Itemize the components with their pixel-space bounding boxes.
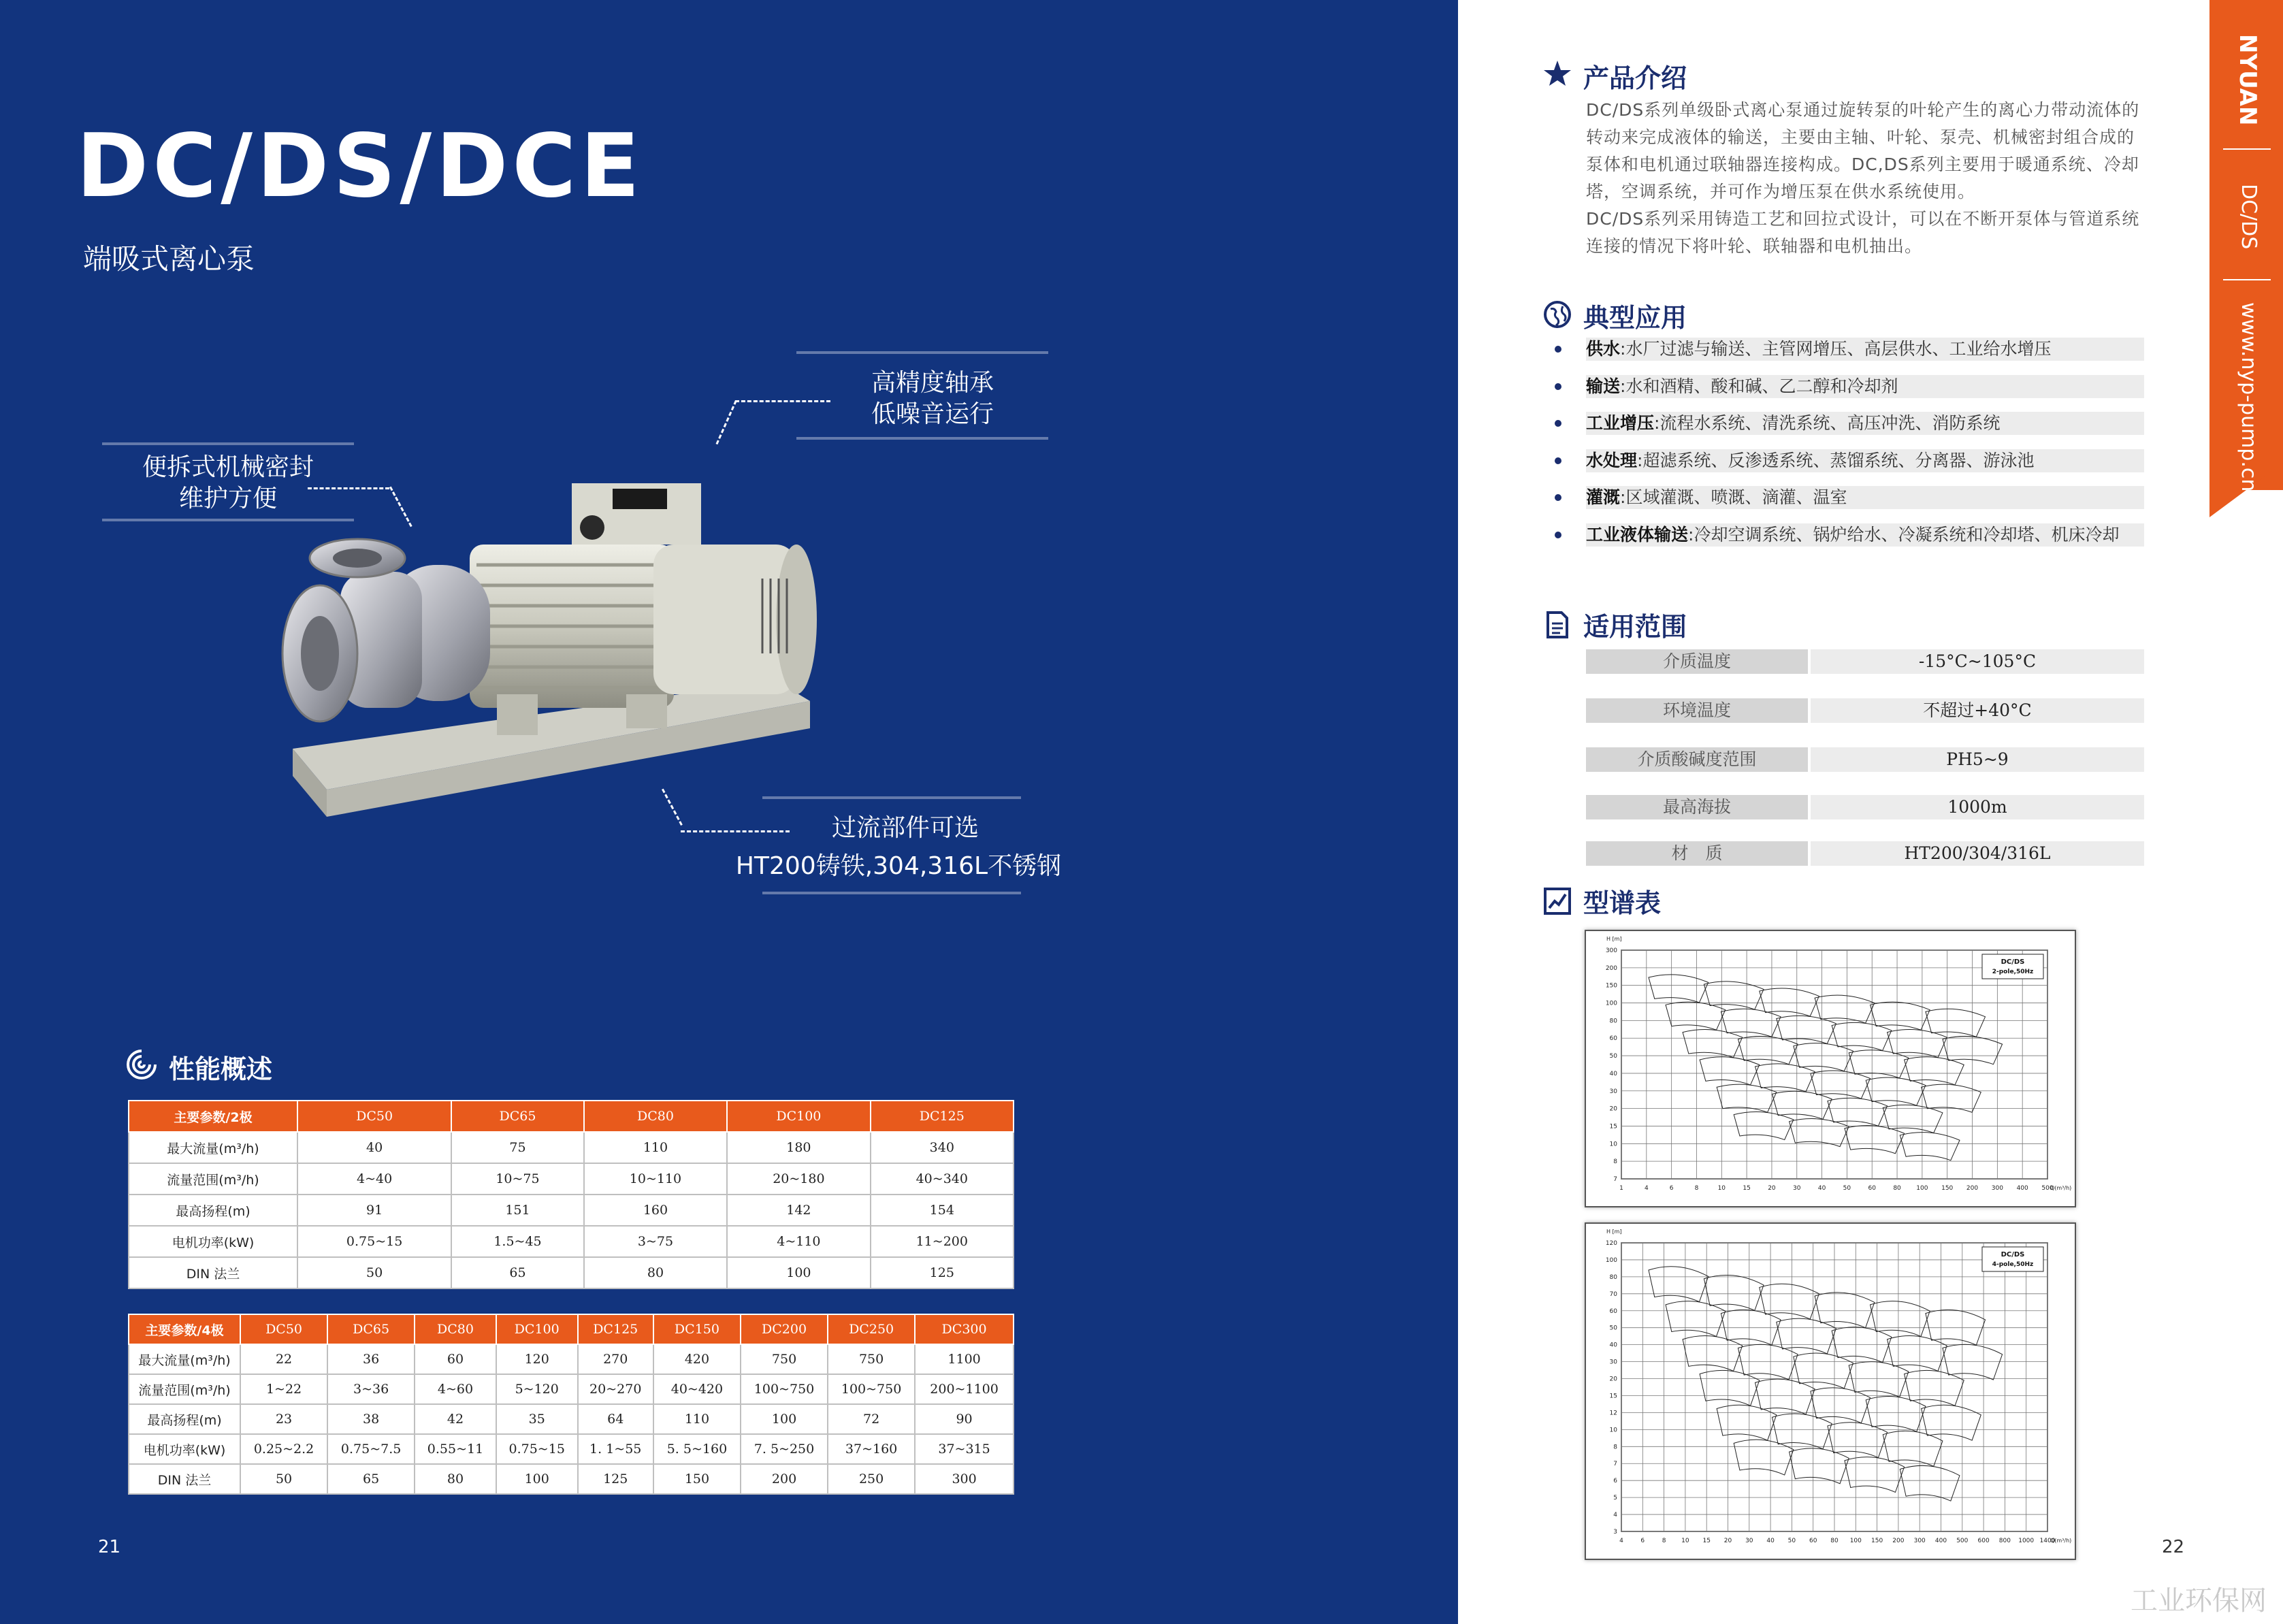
spec-param-label: 最高扬程(m): [129, 1404, 240, 1434]
x-tick-label: 6: [1640, 1538, 1645, 1544]
x-tick-label: 30: [1745, 1538, 1753, 1544]
y-tick-label: 70: [1609, 1290, 1617, 1298]
spec-cell: 7. 5~250: [741, 1434, 828, 1464]
app-title: 典型应用: [1583, 303, 1687, 333]
range-value: 不超过+40°C: [1811, 698, 2144, 723]
spec-header-param: 主要参数/4极: [129, 1314, 240, 1344]
y-tick-label: 80: [1609, 1273, 1617, 1281]
spec-cell: 100: [496, 1464, 578, 1494]
y-tick-label: 8: [1613, 1444, 1617, 1451]
y-tick-label: 50: [1609, 1053, 1617, 1060]
intro-paragraph: DC/DS系列采用铸造工艺和回拉式设计，可以在不断开泵体与管道系统连接的情况下将叶轮、联轴器和电机抽出。: [1586, 209, 2140, 256]
spec-cell: 22: [240, 1344, 327, 1374]
y-tick-label: 200: [1605, 964, 1617, 972]
spec-cell: 40~420: [653, 1374, 741, 1404]
spec-cell: 142: [727, 1195, 870, 1226]
x-tick-label: 200: [1892, 1538, 1905, 1544]
page-number-left: 21: [98, 1537, 121, 1557]
chart-legend-title: DC/DS: [2001, 1251, 2025, 1258]
spec-cell: 40: [297, 1132, 451, 1163]
callout-seal-line1: 便拆式机械密封: [142, 453, 314, 481]
spec-cell: 10~110: [584, 1163, 727, 1195]
spec-cell: 750: [741, 1344, 828, 1374]
spec-header-model: DC100: [727, 1101, 870, 1132]
spec-cell: 200: [741, 1464, 828, 1494]
y-tick-label: 30: [1609, 1359, 1617, 1366]
spec-cell: 110: [653, 1404, 741, 1434]
spec-cell: 90: [915, 1404, 1014, 1434]
spec-cell: 72: [828, 1404, 915, 1434]
callout-bearing-line2: 低噪音运行: [871, 400, 994, 428]
spec-cell: 42: [415, 1404, 496, 1434]
x-tick-label: 100: [1849, 1538, 1862, 1544]
spec-param-label: 最高扬程(m): [129, 1195, 297, 1226]
spec-cell: 65: [451, 1257, 584, 1288]
x-tick-label: 40: [1766, 1538, 1775, 1544]
spec-header-model: DC300: [915, 1314, 1014, 1344]
application-item: [1586, 449, 2144, 472]
y-tick-label: 20: [1609, 1376, 1617, 1383]
spec-param-label: 流量范围(m³/h): [129, 1374, 240, 1404]
spec-header-model: DC200: [741, 1314, 828, 1344]
spec-table-header: [129, 1314, 1014, 1344]
x-axis-label: Q(m³/h): [2050, 1538, 2072, 1544]
spec-param-label: 电机功率(kW): [129, 1226, 297, 1257]
spec-cell: 10~75: [451, 1163, 584, 1195]
spec-cell: 38: [327, 1404, 415, 1434]
application-key: 输送: [1586, 376, 1621, 396]
y-tick-label: 8: [1613, 1158, 1617, 1166]
range-row: [1586, 649, 2144, 674]
range-value: PH5~9: [1811, 747, 2144, 772]
range-row: [1586, 795, 2144, 819]
range-title: 适用范围: [1583, 612, 1687, 642]
x-tick-label: 50: [1787, 1538, 1796, 1544]
performance-icon: [125, 1048, 158, 1081]
callout-bearing-line1: 高精度轴承: [871, 369, 994, 397]
x-tick-label: 80: [1893, 1185, 1901, 1192]
spec-cell: 300: [915, 1464, 1014, 1494]
brand-divider: [2223, 148, 2271, 150]
callout-divider: [102, 442, 354, 445]
y-tick-label: 60: [1609, 1035, 1617, 1043]
spec-cell: 23: [240, 1404, 327, 1434]
spec-cell: 151: [451, 1195, 584, 1226]
spec-cell: 5~120: [496, 1374, 578, 1404]
curve-chart-4pole-svg: [1586, 1224, 2075, 1559]
x-tick-label: 500: [1956, 1538, 1969, 1544]
x-tick-label: 60: [1868, 1185, 1876, 1192]
intro-text: [1586, 97, 2144, 260]
spec-cell: 20~270: [578, 1374, 653, 1404]
application-item: [1586, 412, 2144, 435]
spec-cell: 0.25~2.2: [240, 1434, 327, 1464]
application-desc: :流程水系统、清洗系统、高压冲洗、消防系统: [1654, 413, 2001, 433]
range-key: 介质酸碱度范围: [1586, 747, 1808, 772]
spec-cell: 1100: [915, 1344, 1014, 1374]
spec-cell: 120: [496, 1344, 578, 1374]
x-tick-label: 8: [1694, 1185, 1699, 1192]
bullet-icon: [1555, 532, 1561, 538]
bullet-icon: [1555, 420, 1561, 427]
spec-cell: 100~750: [828, 1374, 915, 1404]
x-tick-label: 800: [1998, 1538, 2011, 1544]
spec-cell: 110: [584, 1132, 727, 1163]
spec-cell: 340: [871, 1132, 1014, 1163]
performance-title: 性能概述: [169, 1054, 273, 1084]
application-item: [1586, 375, 2144, 398]
spec-cell: 0.55~11: [415, 1434, 496, 1464]
application-desc: :区域灌溉、喷溉、滴灌、温室: [1620, 487, 1847, 507]
y-tick-label: 10: [1609, 1427, 1617, 1434]
x-tick-label: 100: [1916, 1185, 1928, 1192]
callout-parts-line1: 过流部件可选: [831, 814, 979, 842]
callout-leader: [735, 400, 830, 402]
bullet-icon: [1555, 383, 1561, 390]
y-axis-label: H [m]: [1606, 1229, 1622, 1235]
spec-param-label: 最大流量(m³/h): [129, 1344, 240, 1374]
spec-cell: 91: [297, 1195, 451, 1226]
x-tick-label: 30: [1793, 1185, 1801, 1192]
x-tick-label: 300: [1913, 1538, 1926, 1544]
spec-cell: 50: [240, 1464, 327, 1494]
x-tick-label: 20: [1768, 1185, 1776, 1192]
x-tick-label: 80: [1830, 1538, 1839, 1544]
page-number-right: 22: [2162, 1537, 2185, 1557]
bullet-icon: [1555, 494, 1561, 501]
spec-cell: 3~75: [584, 1226, 727, 1257]
x-tick-label: 600: [1977, 1538, 1990, 1544]
spec-cell: 125: [578, 1464, 653, 1494]
spec-cell: 4~60: [415, 1374, 496, 1404]
spec-cell: 64: [578, 1404, 653, 1434]
product-subtitle: 端吸式离心泵: [83, 242, 255, 276]
spec-cell: 37~315: [915, 1434, 1014, 1464]
application-desc: :水和酒精、酸和碱、乙二醇和冷却剂: [1620, 376, 1898, 396]
y-tick-label: 50: [1609, 1325, 1617, 1332]
callout-bearing: [837, 368, 1028, 430]
spec-row: [129, 1195, 1014, 1226]
curve-chart-2pole-svg: [1586, 931, 2075, 1206]
y-tick-label: 60: [1609, 1308, 1617, 1315]
x-tick-label: 500: [2041, 1185, 2054, 1192]
x-tick-label: 150: [1871, 1538, 1883, 1544]
spec-cell: 80: [584, 1257, 727, 1288]
spec-cell: 0.75~7.5: [327, 1434, 415, 1464]
intro-paragraph: DC/DS系列单级卧式离心泵通过旋转泵的叶轮产生的离心力带动流体的转动来完成液体的输送，主要由主轴、叶轮、泵壳、机械密封组合成的泵体和电机通过联轴器连接构成。DC,DS系列主要用于暖通系统、冷却塔，空调系统，并可作为增压泵在供水系统使用。: [1586, 100, 2140, 201]
x-tick-label: 10: [1681, 1538, 1689, 1544]
spec-header-param: 主要参数/2极: [129, 1101, 297, 1132]
pump-illustration: [272, 449, 817, 858]
spec-cell: 750: [828, 1344, 915, 1374]
spec-header-model: DC80: [584, 1101, 727, 1132]
spec-cell: 37~160: [828, 1434, 915, 1464]
x-tick-label: 200: [1966, 1185, 1979, 1192]
document-icon: [1542, 610, 1572, 640]
spec-cell: 100: [727, 1257, 870, 1288]
callout-divider: [796, 437, 1048, 440]
y-tick-label: 10: [1609, 1141, 1617, 1148]
y-tick-label: 100: [1605, 1000, 1617, 1007]
range-value: 1000m: [1811, 795, 2144, 819]
spec-cell: 11~200: [871, 1226, 1014, 1257]
x-tick-label: 60: [1809, 1538, 1817, 1544]
application-key: 工业增压: [1586, 413, 1655, 433]
brand-divider: [2223, 279, 2271, 280]
spec-cell: 150: [653, 1464, 741, 1494]
x-axis-label: Q(m³/h): [2050, 1185, 2072, 1191]
spec-cell: 65: [327, 1464, 415, 1494]
spec-cell: 100: [741, 1404, 828, 1434]
callout-parts-line2: HT200铸铁,304,316L不锈钢: [735, 852, 1062, 880]
product-title: DC/DS/DCE: [76, 116, 644, 217]
chart-legend-subtitle: 4-pole,50Hz: [1992, 1261, 2034, 1268]
callout-divider: [796, 351, 1048, 354]
star-icon: [1542, 59, 1572, 88]
spec-cell: 1.5~45: [451, 1226, 584, 1257]
bullet-icon: [1555, 346, 1561, 353]
spec-cell: 420: [653, 1344, 741, 1374]
chart-icon: [1542, 886, 1572, 916]
watermark: 工业环保网: [2131, 1585, 2267, 1617]
spec-header-model: DC125: [578, 1314, 653, 1344]
callout-seal-line2: 维护方便: [178, 485, 277, 513]
brand-series: DC/DS: [2237, 184, 2261, 250]
x-tick-label: 1400: [2039, 1538, 2056, 1544]
spec-param-label: 流量范围(m³/h): [129, 1163, 297, 1195]
spec-row: [129, 1434, 1014, 1464]
x-tick-label: 400: [1934, 1538, 1947, 1544]
y-tick-label: 80: [1609, 1018, 1617, 1025]
range-row: [1586, 698, 2144, 723]
spec-cell: 50: [297, 1257, 451, 1288]
spec-cell: 60: [415, 1344, 496, 1374]
intro-title: 产品介绍: [1583, 63, 1687, 93]
spec-header-model: DC50: [297, 1101, 451, 1132]
spec-cell: 3~36: [327, 1374, 415, 1404]
x-tick-label: 4: [1619, 1538, 1623, 1544]
spec-param-label: 电机功率(kW): [129, 1434, 240, 1464]
spec-cell: 100~750: [741, 1374, 828, 1404]
globe-icon: [1542, 299, 1572, 329]
x-tick-label: 10: [1717, 1185, 1726, 1192]
spec-cell: 250: [828, 1464, 915, 1494]
bullet-icon: [1555, 457, 1561, 464]
range-row: [1586, 841, 2144, 866]
x-tick-label: 8: [1662, 1538, 1666, 1544]
y-tick-label: 150: [1605, 982, 1617, 990]
spec-cell: 180: [727, 1132, 870, 1163]
y-tick-label: 40: [1609, 1070, 1617, 1077]
application-key: 工业液体输送: [1586, 524, 1689, 545]
spec-row: [129, 1344, 1014, 1374]
x-tick-label: 20: [1723, 1538, 1732, 1544]
brand-website: www.nyp-pump.cn: [2237, 302, 2261, 492]
spec-header-model: DC80: [415, 1314, 496, 1344]
range-key: 最高海拔: [1586, 795, 1808, 819]
spec-header-model: DC65: [327, 1314, 415, 1344]
y-tick-label: 4: [1613, 1512, 1617, 1519]
y-tick-label: 6: [1613, 1478, 1617, 1485]
y-tick-label: 12: [1609, 1410, 1617, 1417]
application-key: 水处理: [1586, 450, 1638, 470]
spec-table-2pole: [128, 1100, 1014, 1289]
application-desc: :冷却空调系统、锅炉给水、冷凝系统和冷却塔、机床冷却: [1688, 524, 2120, 545]
spec-cell: 5. 5~160: [653, 1434, 741, 1464]
spec-row: [129, 1226, 1014, 1257]
application-desc: :超滤系统、反渗透系统、蒸馏系统、分离器、游泳池: [1637, 450, 2035, 470]
spec-header-model: DC250: [828, 1314, 915, 1344]
spec-row: [129, 1132, 1014, 1163]
x-tick-label: 15: [1702, 1538, 1711, 1544]
y-tick-label: 20: [1609, 1105, 1617, 1113]
y-tick-label: 40: [1609, 1342, 1617, 1349]
x-tick-label: 150: [1941, 1185, 1954, 1192]
y-axis-label: H [m]: [1606, 936, 1622, 942]
curve-chart-4pole: [1585, 1222, 2076, 1560]
spec-row: [129, 1404, 1014, 1434]
x-tick-label: 300: [1991, 1185, 2003, 1192]
y-tick-label: 7: [1613, 1176, 1617, 1183]
x-tick-label: 6: [1669, 1185, 1674, 1192]
range-value: -15°C~105°C: [1811, 649, 2144, 674]
spec-cell: 154: [871, 1195, 1014, 1226]
spec-cell: 36: [327, 1344, 415, 1374]
chart-legend-subtitle: 2-pole,50Hz: [1992, 969, 2034, 975]
x-tick-label: 400: [2016, 1185, 2028, 1192]
spec-header-model: DC50: [240, 1314, 327, 1344]
spec-param-label: 最大流量(m³/h): [129, 1132, 297, 1163]
range-key: 材 质: [1586, 841, 1808, 866]
range-key: 环境温度: [1586, 698, 1808, 723]
x-tick-label: 4: [1644, 1185, 1649, 1192]
x-tick-label: 50: [1843, 1185, 1851, 1192]
spec-cell: 125: [871, 1257, 1014, 1288]
spec-header-model: DC125: [871, 1101, 1014, 1132]
spec-row: [129, 1257, 1014, 1288]
spec-cell: 1~22: [240, 1374, 327, 1404]
spec-cell: 4~110: [727, 1226, 870, 1257]
application-item: [1586, 486, 2144, 509]
y-tick-label: 15: [1609, 1123, 1617, 1131]
y-tick-label: 100: [1605, 1256, 1617, 1264]
y-tick-label: 15: [1609, 1393, 1617, 1400]
x-tick-label: 1: [1619, 1185, 1623, 1192]
spec-cell: 1. 1~55: [578, 1434, 653, 1464]
x-tick-label: 40: [1817, 1185, 1826, 1192]
application-item: [1586, 338, 2144, 361]
y-tick-label: 5: [1613, 1495, 1617, 1502]
spec-cell: 75: [451, 1132, 584, 1163]
spec-cell: 160: [584, 1195, 727, 1226]
range-value: HT200/304/316L: [1811, 841, 2144, 866]
spec-cell: 20~180: [727, 1163, 870, 1195]
spec-row: [129, 1464, 1014, 1494]
spec-cell: 80: [415, 1464, 496, 1494]
spec-cell: 0.75~15: [297, 1226, 451, 1257]
spec-cell: 35: [496, 1404, 578, 1434]
y-tick-label: 300: [1605, 947, 1617, 954]
range-key: 介质温度: [1586, 649, 1808, 674]
spec-param-label: DIN 法兰: [129, 1464, 240, 1494]
curve-chart-2pole: [1585, 930, 2076, 1207]
application-item: [1586, 523, 2144, 547]
y-tick-label: 30: [1609, 1088, 1617, 1095]
spec-row: [129, 1163, 1014, 1195]
y-tick-label: 120: [1605, 1240, 1617, 1247]
brand-logo: NYUAN: [2234, 34, 2261, 126]
chart-title: 型谱表: [1583, 888, 1662, 918]
spec-cell: 0.75~15: [496, 1434, 578, 1464]
spec-param-label: DIN 法兰: [129, 1257, 297, 1288]
y-tick-label: 3: [1613, 1529, 1617, 1536]
x-tick-label: 15: [1743, 1185, 1751, 1192]
y-tick-label: 7: [1613, 1461, 1617, 1468]
spec-header-model: DC65: [451, 1101, 584, 1132]
range-row: [1586, 747, 2144, 772]
callout-divider: [762, 892, 1021, 894]
spec-table-header: [129, 1101, 1014, 1132]
spec-cell: 200~1100: [915, 1374, 1014, 1404]
x-tick-label: 1000: [2018, 1538, 2035, 1544]
chart-legend-title: DC/DS: [2001, 958, 2025, 966]
application-key: 灌溉: [1586, 487, 1621, 507]
spec-cell: 4~40: [297, 1163, 451, 1195]
spec-header-model: DC100: [496, 1314, 578, 1344]
spec-header-model: DC150: [653, 1314, 741, 1344]
application-key: 供水: [1586, 339, 1621, 359]
spec-cell: 40~340: [871, 1163, 1014, 1195]
spec-table-4pole: [128, 1314, 1014, 1495]
spec-row: [129, 1374, 1014, 1404]
spec-cell: 270: [578, 1344, 653, 1374]
application-desc: :水厂过滤与输送、主管网增压、高层供水、工业给水增压: [1620, 339, 2052, 359]
